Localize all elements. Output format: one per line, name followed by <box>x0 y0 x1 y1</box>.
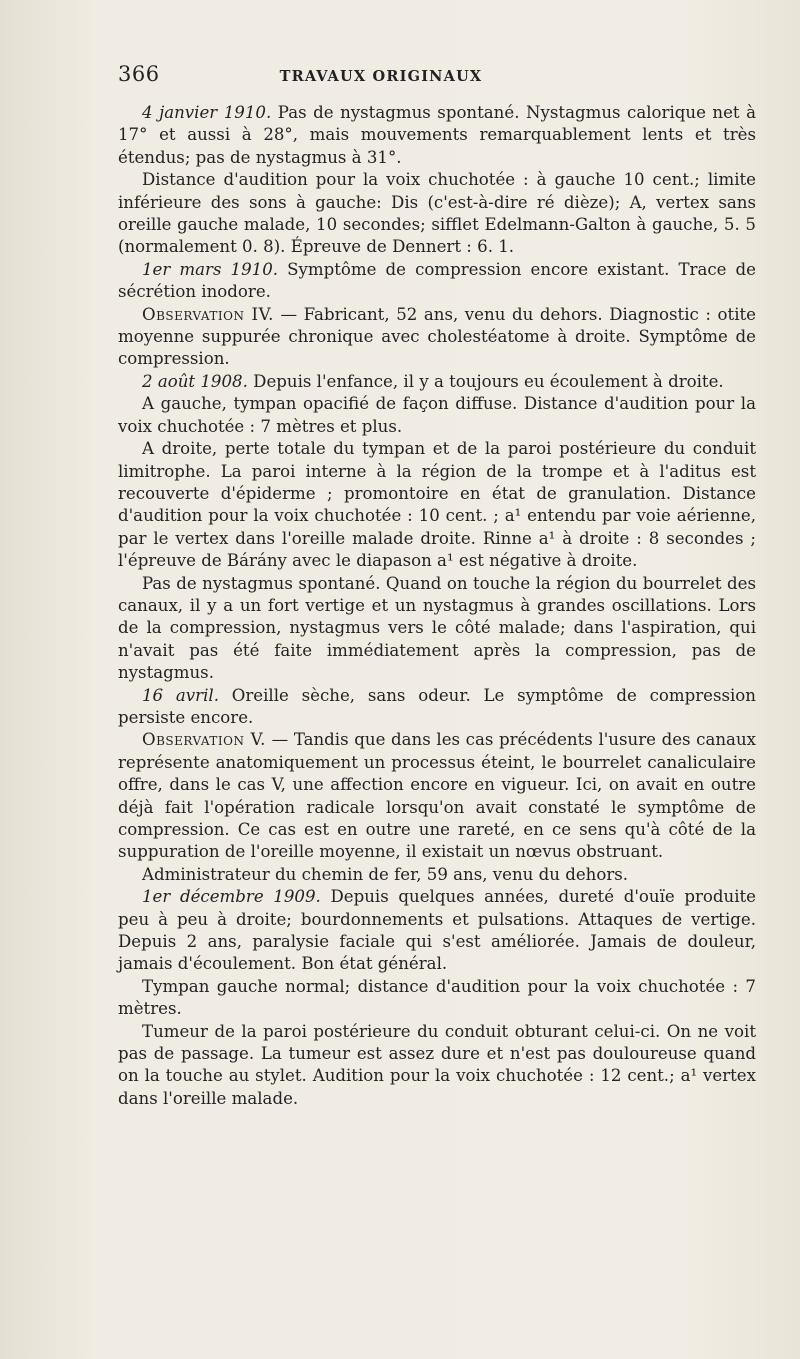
paragraph <box>118 304 756 371</box>
paragraph-text: Distance d'audition pour la voix chuchotée : à gauche 10 cent.; limite inférieure des sons à gauche: Dis (c'est-à-dire ré dièze); A, vertex sans oreille gauche malade, 10 secondes; sifflet Edelmann-Galton à gauche, 5. 5 (normalement 0. 8). Épreuve de Dennert : 6. 1. <box>118 170 756 257</box>
entry-date: 1er mars 1910. <box>142 259 279 279</box>
paragraph-text: — Tandis que dans les cas précédents l'usure des canaux représente anatomiquement un processus éteint, le bourrelet canaliculaire offre, dans le cas V, une affection encore en vigueur. Ici, on avait en outre déjà fait l'opération radicale lorsqu'on avait constaté le symptôme de compression. Ce cas est en outre une rareté, en ce sens qu'à côté de la suppuration de l'oreille moyenne, il existait un nœvus obstruant. <box>118 730 756 862</box>
entry-date: 16 avril. <box>142 685 219 705</box>
paragraph-text: Pas de nystagmus spontané. Quand on touche la région du bourrelet des canaux, il y a un fort vertige et un nystagmus à grandes oscillations. Lors de la compression, nystagmus vers le côté malade; dans l'aspiration, qui n'avait pas été faite immédiatement après la compression, pas de nystagmus. <box>118 573 756 683</box>
paragraph-text: Tympan gauche normal; distance d'audition pour la voix chuchotée : 7 mètres. <box>118 976 756 1019</box>
paragraph <box>118 259 756 304</box>
paragraph <box>118 438 756 572</box>
paragraph <box>118 102 756 169</box>
paragraph <box>118 573 756 685</box>
paragraph-text: Depuis quelques années, dureté d'ouïe produite peu à peu à droite; bourdonnements et pulsations. Attaques de vertige. Depuis 2 ans, paralysie faciale qui s'est améliorée. Jamais de douleur, jamais d'écoulement. Bon état général. <box>118 887 757 974</box>
entry-date: 1er décembre 1909. <box>142 887 321 907</box>
entry-date: 2 août 1908. <box>142 371 248 391</box>
paragraph <box>118 886 756 976</box>
paragraph-text: Symptôme de compression encore existant. Trace de sécrétion inodore. <box>118 259 756 302</box>
paragraph-text: A droite, perte totale du tympan et de la paroi postérieure du conduit limitrophe. La paroi interne à la région de la trompe et à l'aditus est recouverte d'épiderme ; promontoire en état de granulation. Distance d'audition pour la voix chuchotée : 10 cent. ; a¹ entendu par voie aérienne, par le vertex dans l'oreille malade droite. Rinne a¹ à droite : 8 secondes ; l'épreuve de Bárány avec le diapason a¹ est négative à droite. <box>118 439 756 571</box>
paragraph-text: A gauche, tympan opacifié de façon diffuse. Distance d'audition pour la voix chuchotée : 7 mètres et plus. <box>118 394 756 436</box>
paragraph <box>118 371 756 393</box>
entry-date: 4 janvier 1910. <box>142 103 272 122</box>
page-number: 366 <box>118 62 160 86</box>
paragraph-text: Administrateur du chemin de fer, 59 ans, venu du dehors. <box>142 864 629 884</box>
observation-label: Observation V. <box>142 730 266 750</box>
paragraph <box>118 864 756 886</box>
paragraph <box>118 169 756 259</box>
page-header <box>118 62 756 102</box>
running-title: TRAVAUX ORIGINAUX <box>279 68 483 85</box>
paragraph-text: Depuis l'enfance, il y a toujours eu écoulement à droite. <box>247 371 724 391</box>
paragraph-text: Pas de nystagmus spontané. Nystagmus calorique net à 17° et aussi à 28°, mais mouvements remarquablement lents et très étendus; pas de nystagmus à 31°. <box>118 103 756 167</box>
paragraph <box>118 976 756 1021</box>
paragraph <box>118 393 756 438</box>
observation-label: Observation IV. <box>142 304 274 324</box>
paragraph <box>118 685 756 730</box>
paragraph <box>118 729 756 863</box>
paragraph-text: Oreille sèche, sans odeur. Le symptôme de compression persiste encore. <box>118 685 756 727</box>
body-text <box>118 102 756 1110</box>
paragraph-text: Tumeur de la paroi postérieure du conduit obturant celui-ci. On ne voit pas de passage. La tumeur est assez dure et n'est pas douloureuse quand on la touche au stylet. Audition pour la voix chuchotée : 12 cent.; a¹ vertex dans l'oreille malade. <box>118 1021 756 1108</box>
paragraph-text: — Fabricant, 52 ans, venu du dehors. Diagnostic : otite moyenne suppurée chronique avec cholestéatome à droite. Symptôme de compression. <box>118 304 757 369</box>
paragraph <box>118 1021 756 1111</box>
